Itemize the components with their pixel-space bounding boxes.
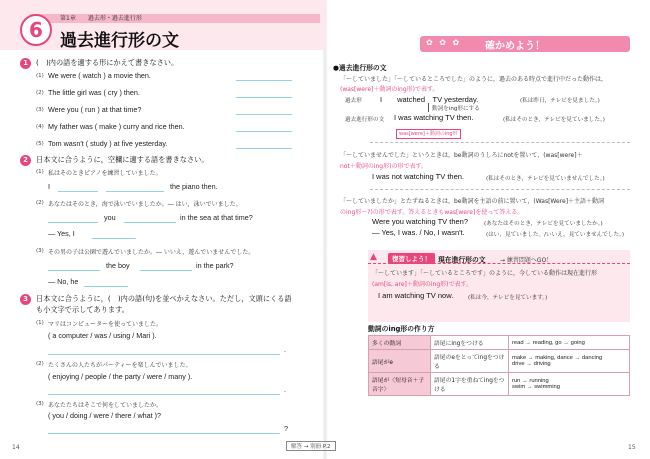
page-title: 過去進行形の文 bbox=[60, 31, 179, 51]
example-answer: ― Yes, I was. / No, I wasn't. bbox=[372, 228, 465, 237]
table-cell-rule: 語尾にingをつける bbox=[431, 336, 509, 350]
example-translation: (はい，見ていました。/いいえ，見ていませんでした。) bbox=[486, 232, 625, 238]
answer-line[interactable] bbox=[124, 222, 176, 223]
example-translation: (私はそのとき，テレビを見ていませんでした。) bbox=[486, 176, 605, 182]
answer-line[interactable] bbox=[236, 148, 292, 149]
ing-rules-table bbox=[368, 335, 630, 396]
q2-item-mid: you bbox=[104, 213, 116, 222]
q1-item-num: (3) bbox=[36, 107, 44, 113]
review-badge: 復習しよう！ bbox=[388, 253, 435, 264]
example-label: 過去進行形の文 bbox=[345, 117, 385, 123]
table-example: drive → driving bbox=[512, 361, 551, 367]
answer-reference: 解答 → 別冊 P.2 bbox=[286, 441, 336, 451]
question-1-badge: 1 bbox=[20, 58, 31, 69]
table-example: swim → swimming bbox=[512, 384, 560, 390]
answer-line[interactable] bbox=[236, 131, 292, 132]
q3-item-num: (3) bbox=[36, 401, 44, 407]
example-sentence: I was watching TV then. bbox=[394, 113, 474, 122]
section-body-highlight: (was[were]＋動詞のing形)で表す。 bbox=[340, 86, 439, 93]
section-body: 「～していました」「～しているところでした」のように，過去のある時点で進行中だった動作は， bbox=[340, 76, 607, 83]
q3-item-words: ( you / doing / were / there / what )? bbox=[48, 411, 162, 420]
table-example: run → running bbox=[512, 378, 549, 384]
table-title: 動詞のing形の作り方 bbox=[368, 325, 435, 333]
chapter-label: 第1章 過去形・過去進行形 bbox=[60, 15, 142, 22]
q2-item-end: in the park? bbox=[196, 261, 234, 270]
q2-item-num: (3) bbox=[36, 248, 44, 254]
answer-line[interactable] bbox=[92, 238, 136, 239]
table-row bbox=[369, 336, 630, 350]
q2-item-jp: その男の子は公園で遊んでいましたか。― いいえ，遊んでいませんでした。 bbox=[48, 249, 255, 256]
table-row bbox=[369, 350, 630, 373]
q2-item-jp: あなたはそのとき，海で泳いでいましたか。― はい，泳いでいました。 bbox=[48, 201, 242, 208]
check-tag-label: 確かめよう！ bbox=[485, 41, 545, 52]
q3-item-words: ( enjoying / people / the party / were / many ). bbox=[48, 372, 193, 381]
review-body: 「～しています」「～しているところです」のように，今している動作は現在進行形 bbox=[372, 270, 597, 277]
formula-box: was[were]＋動詞のing形 bbox=[396, 129, 461, 139]
lesson-number: 6 bbox=[20, 14, 52, 46]
section-body-highlight: not＋動詞のing形)の形で表す。 bbox=[340, 163, 427, 170]
q1-item-num: (4) bbox=[36, 124, 44, 130]
example-sentence: I was not watching TV then. bbox=[372, 172, 464, 181]
table-cell-rule: 語尾の1字を重ねてingをつける bbox=[431, 373, 509, 396]
table-cell-examples bbox=[509, 350, 630, 373]
page-number-right: 15 bbox=[628, 444, 636, 451]
divider bbox=[370, 189, 630, 190]
answer-line[interactable] bbox=[140, 270, 192, 271]
question-3-instruction: 日本文に合うように，( )内の語(句)を並べかえなさい。ただし，文頭にくる語 bbox=[36, 294, 292, 303]
example-translation: (私はそのとき，テレビを見ていました。) bbox=[503, 117, 605, 123]
answer-line[interactable] bbox=[48, 394, 280, 395]
review-mascot-icon: ▲ bbox=[370, 252, 377, 262]
answer-line[interactable] bbox=[48, 433, 280, 434]
answer-line[interactable] bbox=[236, 80, 292, 81]
q1-item-text: The little girl was ( cry ) then. bbox=[48, 88, 140, 97]
q3-item-end: ? bbox=[284, 424, 288, 433]
q1-item-num: (2) bbox=[36, 90, 44, 96]
q1-item-num: (5) bbox=[36, 141, 44, 147]
table-example: make → making, dance → dancing bbox=[512, 355, 603, 361]
table-cell-examples bbox=[509, 373, 630, 396]
example-sentence: I watched TV yesterday. bbox=[380, 95, 479, 104]
answer-line[interactable] bbox=[48, 354, 280, 355]
q3-item-end: . bbox=[284, 385, 286, 394]
q3-item-jp: たくさんの人たちがパーティーを楽しんでいました。 bbox=[48, 362, 192, 369]
answer-line[interactable] bbox=[106, 191, 164, 192]
q3-item-jp: マリはコンピューターを使っていました。 bbox=[48, 321, 163, 328]
q2-item-mid: the boy bbox=[106, 261, 130, 270]
q3-item-jp: あなたたちはそこで何をしていましたか。 bbox=[48, 402, 163, 409]
q1-item-text: Tom wasn't ( study ) at five yesterday. bbox=[48, 139, 168, 148]
change-note: 動詞をing形にする bbox=[432, 106, 480, 112]
example-translation: (私は昨日，テレビを見ました。) bbox=[520, 98, 600, 104]
q1-item-text: My father was ( make ) curry and rice then. bbox=[48, 122, 185, 131]
example-label: 過去形 bbox=[345, 98, 362, 104]
table-cell-case: 語尾がe bbox=[369, 350, 431, 373]
table-cell-case: 語尾が〈短母音＋子音字〉 bbox=[369, 373, 431, 396]
q2-item-num: (1) bbox=[36, 169, 44, 175]
q3-item-end: . bbox=[284, 345, 286, 354]
page-number-left: 14 bbox=[12, 444, 20, 451]
review-link[interactable]: → 練習問題へGO！ bbox=[500, 257, 553, 264]
review-example: I am watching TV now. bbox=[378, 291, 454, 300]
q3-item-num: (2) bbox=[36, 361, 44, 367]
q2-item-end: the piano then. bbox=[170, 182, 218, 191]
table-cell-case: 多くの動詞 bbox=[369, 336, 431, 350]
question-3-badge: 3 bbox=[20, 294, 31, 305]
flower-icon: ✿ ✿ ✿ bbox=[426, 38, 462, 47]
table-cell-rule: 語尾のeをとってingをつける bbox=[431, 350, 509, 373]
q2-item-num: (2) bbox=[36, 200, 44, 206]
question-1-instruction: ( )内の語を適する形にかえて書きなさい。 bbox=[36, 58, 179, 67]
q2-item-answer: ― No, he bbox=[48, 277, 79, 286]
q2-item-start: I bbox=[48, 182, 50, 191]
example-sentence: Were you watching TV then? bbox=[372, 217, 469, 226]
example-translation: (あなたはそのとき，テレビを見ていましたか。) bbox=[484, 221, 603, 227]
table-row bbox=[369, 373, 630, 396]
review-title: 現在進行形の文 bbox=[438, 256, 486, 264]
question-3-instruction-2: も小文字で示してあります。 bbox=[36, 305, 129, 314]
answer-line[interactable] bbox=[48, 222, 98, 223]
answer-line[interactable] bbox=[84, 286, 128, 287]
question-2-instruction: 日本文に合うように，空欄に適する語を書きなさい。 bbox=[36, 155, 209, 164]
table-example: read → reading, go → going bbox=[512, 339, 585, 346]
section-title: ●過去進行形の文 bbox=[333, 64, 387, 72]
answer-line[interactable] bbox=[58, 191, 98, 192]
q2-item-answer: ― Yes, I bbox=[48, 229, 75, 238]
q2-item-end: in the sea at that time? bbox=[180, 213, 253, 222]
down-arrow-icon bbox=[428, 103, 429, 112]
divider bbox=[370, 142, 630, 143]
question-2-badge: 2 bbox=[20, 155, 31, 166]
q1-item-text: Were you ( run ) at that time? bbox=[48, 105, 142, 114]
review-body-highlight: (am[is, are]＋動詞のing形)で表す。 bbox=[372, 281, 472, 288]
answer-line[interactable] bbox=[236, 114, 292, 115]
section-body: 「～していましたか」とたずねるときは，be動詞を主語の前に置いて，(Was[Were]＋主語＋動詞 bbox=[340, 198, 605, 205]
section-body: 「～していませんでした」というときは，be動詞のうしろにnotを置いて，(was[were]＋ bbox=[340, 152, 583, 159]
q3-item-num: (1) bbox=[36, 320, 44, 326]
answer-line[interactable] bbox=[236, 97, 292, 98]
table-cell-examples bbox=[509, 336, 630, 350]
q3-item-words: ( a computer / was / using / Mari ). bbox=[48, 331, 157, 340]
answer-line[interactable] bbox=[48, 270, 100, 271]
q1-item-num: (1) bbox=[36, 73, 44, 79]
review-example-translation: (私は今，テレビを見ています。) bbox=[468, 295, 548, 301]
q1-item-text: We were ( watch ) a movie then. bbox=[48, 71, 151, 80]
q2-item-jp: 私はそのときピアノを練習していました。 bbox=[48, 170, 162, 177]
section-body-highlight: のing形～?)の形で表す。答えるときもwas[were]を使って答える。 bbox=[340, 209, 524, 216]
page-gutter bbox=[322, 0, 328, 459]
